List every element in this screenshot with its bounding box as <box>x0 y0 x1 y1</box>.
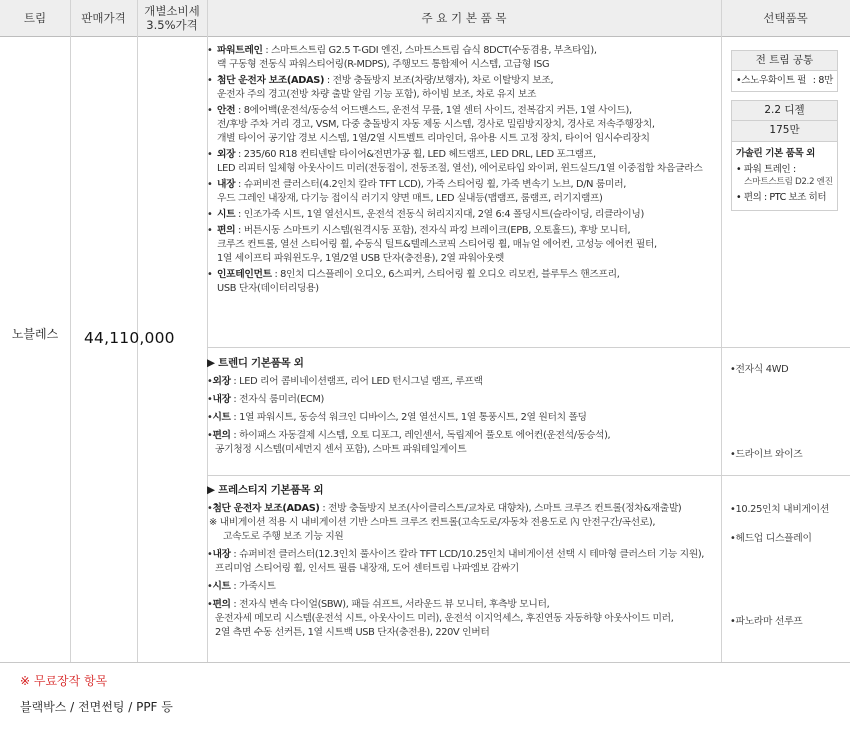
option-awd[interactable]: •전자식 4WD <box>730 364 789 375</box>
feature-interior: • 내장 : 슈퍼비전 클러스터(4.2인치 칼라 TFT LCD), 가죽 스티어링 휠, 가죽 변속기 노브, D/N 룸미러, 우드 그레인 내장재, 다기능 접이식 러기지 양면 매트, LED 실내등(맵램프, 룸램프, 러기지램프) <box>207 179 627 204</box>
col-price: 판매가격 <box>81 10 126 25</box>
divider <box>721 0 722 662</box>
col-features: 주 요 기 본 품 목 <box>421 10 507 25</box>
trendy-seat: •시트 : 1열 파워시트, 동승석 워크인 디바이스, 2열 열선시트, 1열 통풍시트, 2열 원터치 폴딩 <box>207 412 587 423</box>
feature-seat: • 시트 : 인조가죽 시트, 1열 열선시트, 운전석 전동식 허리지지대, 2열 6:4 폴딩시트(슬라이딩, 리클라이닝) <box>207 209 644 220</box>
option-hud[interactable]: •헤드업 디스플레이 <box>730 533 812 544</box>
option-navigation[interactable]: •10.25인치 내비게이션 <box>730 504 829 515</box>
section-divider <box>207 347 850 348</box>
diesel-powertrain-label: • 파워 트레인 : <box>736 164 796 175</box>
diesel-powertrain-value: 스마트스트림 D2.2 엔진 <box>744 177 833 187</box>
snow-white-label: •스노우화이트 펄 <box>736 75 807 86</box>
feature-safety: • 안전 : 8에어백(운전석/동승석 어드밴스드, 운전석 무릎, 1열 센터 사이드, 전복감지 커튼, 1열 사이드), 전/후방 주차 거리 경고, VSM, 다중 충돌방지 자동 제동 시스템, 경사로 밀림방지장치, 경사로 저속주행장치, 개별 타이어 공기압 경보 시스템, 1열/2열 시트벨트 리마인더, 유아용 시트 고정 장치, 타이어 임시수리장치 <box>207 105 655 144</box>
option-panorama-sunroof[interactable]: •파노라마 선루프 <box>730 616 803 627</box>
snow-white-price: : 8만 <box>812 75 833 86</box>
trendy-exterior: •외장 : LED 리어 콤비네이션램프, 리어 LED 턴시그널 램프, 루프랙 <box>207 376 483 387</box>
sale-price: 44,110,000 <box>84 329 175 347</box>
col-tax <box>137 0 207 37</box>
trendy-title: ▶ 트렌디 기본품목 외 <box>207 357 304 369</box>
table-header <box>0 0 850 37</box>
prestige-seat: •시트 : 가죽시트 <box>207 581 276 592</box>
trendy-interior: •내장 : 전자식 룸미러(ECM) <box>207 394 324 405</box>
diesel-extra-title: 가솔린 기본 품목 외 <box>736 148 815 159</box>
diesel-price: 175만 <box>731 121 838 142</box>
col-trim: 트림 <box>23 10 47 25</box>
free-install-items: 블랙박스 / 전면썬팅 / PPF 등 <box>20 700 173 714</box>
all-trim-title: 전 트림 공통 <box>731 50 838 71</box>
divider <box>70 0 71 662</box>
table-bottom-rule <box>0 662 850 663</box>
prestige-features <box>207 483 720 640</box>
prestige-adas: •첨단 운전자 보조(ADAS) : 전방 충돌방지 보조(사이클리스트/교차로 대향차), 스마트 크루즈 컨트롤(정차&재출발) <box>207 503 682 514</box>
free-install-title: ※ 무료장작 항목 <box>20 674 108 688</box>
feature-adas: • 첨단 운전자 보조(ADAS) : 전방 충돌방지 보조(차량/보행자), 차로 이탈방지 보조, 운전자 주의 경고(전방 차량 출발 알림 기능 포함), 하이빔 보조, 차로 유지 보조 <box>207 75 554 100</box>
option-drive-wise[interactable]: •드라이브 와이즈 <box>730 449 803 460</box>
trendy-features <box>207 356 720 457</box>
col-options: 선택품목 <box>763 10 808 25</box>
col-tax-line2: 3.5%가격 <box>146 17 198 32</box>
prestige-convenience: •편의 : 전자식 변속 다이얼(SBW), 패들 쉬프트, 서라운드 뷰 모니터, 후측방 모니터, 운전자세 메모리 시스템(운전석 시트, 아웃사이드 미러), 운전석 이지억세스, 후진연동 자동하향 아웃사이드 미러, 2열 측면 수동 선커튼, 1열 시트백 USB 단자(충전용), 220V 인버터 <box>207 599 674 638</box>
prestige-note: ※ 내비게이션 적용 시 내비게이션 기반 스마트 크루즈 컨트롤(고속도로/자동차 전용도로 內 안전구간/곡선로), 고속도로 주행 보조 기능 지원 <box>209 517 656 542</box>
col-tax-line1: 개별소비세 <box>144 4 200 19</box>
feature-powertrain: • 파워트레인 : 스마트스트림 G2.5 T-GDI 엔진, 스마트스트림 습식 8DCT(수동겸용, 부츠타입), 랙 구동형 전동식 파워스티어링(R-MDPS), 주행모드 통합제어 시스템, 고급형 ISG <box>207 45 597 70</box>
section-divider <box>207 475 850 476</box>
trendy-convenience: •편의 : 하이패스 자동결제 시스템, 오토 디포그, 레인센서, 독립제어 풀오토 에어컨(운전석/동승석), 공기청정 시스템(미세먼지 센서 포함), 스마트 파워테일게이트 <box>207 430 611 455</box>
feature-infotainment: • 인포테인먼트 : 8인치 디스플레이 오디오, 6스피커, 스티어링 휠 오디오 리모컨, 블루투스 핸즈프리, USB 단자(데이터리딩용) <box>207 269 620 294</box>
common-options-box <box>731 50 838 211</box>
feature-convenience: • 편의 : 버튼시동 스마트키 시스템(원격시동 포함), 전자식 파킹 브레이크(EPB, 오토홀드), 후방 모니터, 크루즈 컨트롤, 열선 스티어링 휠, 수동식 틸트&텔레스코픽 스티어링 휠, 매뉴얼 에어컨, 고성능 에어컨 필터, 1열 세이프티 파워윈도우, 1열/2열 USB 단자(충전용), 2열 파워아웃렛 <box>207 225 657 264</box>
diesel-title: 2.2 디젤 <box>731 100 838 121</box>
prestige-interior: •내장 : 슈퍼비전 클러스터(12.3인치 풀사이즈 칼라 TFT LCD/10.25인치 내비게이션 선택 시 테마형 클러스터 기능 지원), 프리미엄 스티어링 휠, 인서트 필름 내장재, 도어 센터트림 나파엠보 감싸기 <box>207 549 705 574</box>
feature-exterior: • 외장 : 235/60 R18 컨티넨탈 타이어&전면가공 휠, LED 헤드램프, LED DRL, LED 포그램프, LED 리피터 일체형 아웃사이드 미러(전동접이, 전동조절, 열선), 에어로타입 와이퍼, 윈드실드/1열 이중접합 차음글라스 <box>207 149 703 174</box>
diesel-details <box>731 142 838 211</box>
base-features <box>207 44 720 296</box>
trim-name: 노블레스 <box>11 327 59 341</box>
diesel-convenience: • 편의 : PTC 보조 히터 <box>736 192 827 203</box>
snow-white-option[interactable] <box>731 71 838 92</box>
prestige-title: ▶ 프레스티지 기본품목 외 <box>207 484 324 496</box>
